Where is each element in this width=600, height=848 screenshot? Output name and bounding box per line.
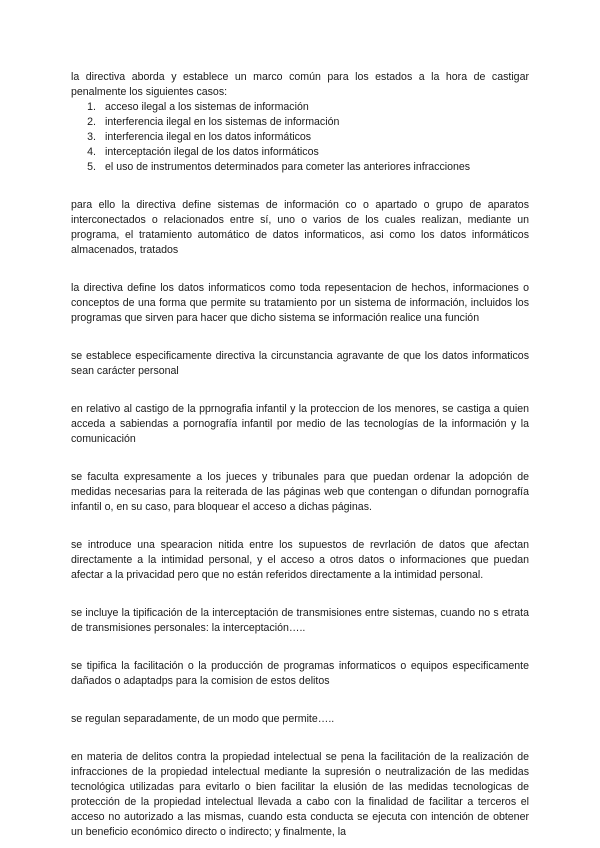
paragraph: se incluye la tipificación de la interceptación de transmisiones entre sistemas, cuando no s etrata de transmisiones personales: la interceptación….. [71, 607, 529, 634]
paragraph: se regulan separadamente, de un modo que permite….. [71, 713, 335, 725]
list-item [71, 100, 529, 115]
paragraph: para ello la directiva define sistemas de información co o apartado o grupo de aparatos interconectados o relacionados entre sí, uno o varios de los cuales realizan, mediante un programa, el tratamiento automático de datos informaticos, asi como los datos informáticos almacenados, tratados [71, 199, 529, 256]
paragraph: la directiva define los datos informaticos como toda repesentacion de hechos, informaciones o conceptos de una forma que permite su tratamiento por un sistema de información, incluidos los programas que sirven para hacer que dicho sistema se información realice una función [71, 282, 529, 324]
list-text: el uso de instrumentos determinados para cometer las anteriores infracciones [105, 161, 471, 173]
list-number: 2. [87, 116, 96, 128]
list-text: interferencia ilegal en los sistemas de información [105, 116, 340, 128]
offense-list [71, 100, 529, 175]
list-text: interferencia ilegal en los datos informáticos [105, 131, 312, 143]
list-text: acceso ilegal a los sistemas de información [105, 101, 309, 113]
list-text: interceptación ilegal de los datos informáticos [105, 146, 319, 158]
paragraph: en materia de delitos contra la propiedad intelectual se pena la facilitación de la realización de infracciones de la propiedad intelectual mediante la supresión o neutralización de las medidas tecnológica utilizadas para evitarlo o bien facilitar la elusión de las medidas tecnologicas de protección de la propiedad intelectual llevada a cabo con la finalidad de facilitar a terceros el acceso no autorizado a las mismas, cuando esta conducta se ejecuta con intención de obtener un beneficio económico directo o indirecto; y finalmente, la [71, 751, 529, 838]
paragraph: se tipifica la facilitación o la producción de programas informaticos o equipos especificamente dañados o adaptadps para la comision de estos delitos [71, 660, 529, 687]
paragraph: se establece especificamente directiva la circunstancia agravante de que los datos informaticos sean carácter personal [71, 350, 529, 377]
list-item [71, 130, 529, 145]
list-item [71, 160, 529, 175]
paragraph: se faculta expresamente a los jueces y tribunales para que puedan ordenar la adopción de medidas necesarias para la reiterada de las páginas web que contengan o difundan pornografía infantil o, en su caso, para bloquear el acceso a dichas páginas. [71, 471, 529, 513]
list-item [71, 145, 529, 160]
document-page [71, 70, 529, 840]
list-number: 5. [87, 161, 96, 173]
list-item [71, 115, 529, 130]
intro-paragraph: la directiva aborda y establece un marco común para los estados a la hora de castigar penalmente los siguientes casos: [71, 71, 529, 98]
paragraph: se introduce una spearacion nitida entre los supuestos de revrlación de datos que afectan directamente a la intimidad personal, y el acceso a otros datos o informaciones que puedan afectar a la privacidad pero que no están referidos directamente a la intimidad personal. [71, 539, 529, 581]
list-number: 1. [87, 101, 96, 113]
paragraph: en relativo al castigo de la pprnografia infantil y la proteccion de los menores, se castiga a quien acceda a sabiendas a pornografía infantil por medio de las tecnologías de la información y la comunicación [71, 403, 529, 445]
list-number: 3. [87, 131, 96, 143]
list-number: 4. [87, 146, 96, 158]
